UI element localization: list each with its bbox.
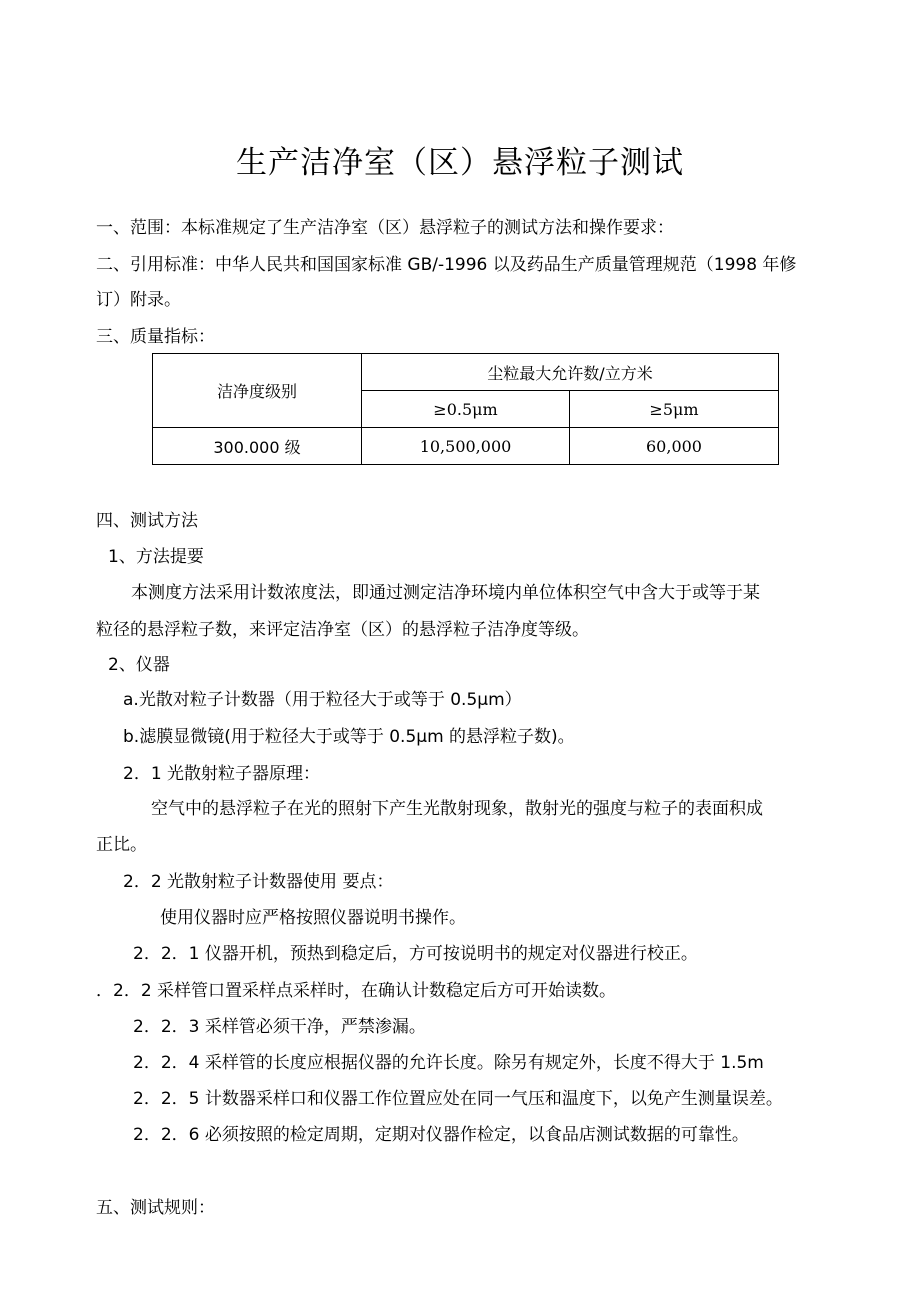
usage-item-5: 2．2．5 计数器采样口和仪器工作位置应处在同一气压和温度下，以免产生测量误差。 bbox=[133, 1089, 783, 1109]
summary-title: 1、方法提要 bbox=[108, 547, 204, 567]
table-subheader-5um: ≥5μm bbox=[570, 391, 779, 428]
table-header-group: 尘粒最大允许数/立方米 bbox=[362, 354, 779, 391]
usage-item-4: 2．2．4 采样管的长度应根据仪器的允许长度。除另有规定外，长度不得大于 1.5m bbox=[133, 1053, 764, 1073]
instrument-a: a.光散对粒子计数器（用于粒径大于或等于 0.5μm） bbox=[123, 690, 522, 710]
principle-title: 2．1 光散射粒子器原理： bbox=[123, 764, 321, 784]
summary-line1: 本测度方法采用计数浓度法，即通过测定洁净环境内单位体积空气中含大于或等于某 bbox=[131, 583, 760, 603]
table-cell-0.5um: 10,500,000 bbox=[362, 428, 570, 465]
section-reference-line1: 二、引用标准：中华人民共和国国家标准 GB/-1996 以及药品生产质量管理规范（1998 年修 bbox=[96, 255, 797, 275]
usage-intro: 使用仪器时应严格按照仪器说明书操作。 bbox=[160, 908, 466, 928]
section-rules: 五、测试规则： bbox=[96, 1198, 215, 1218]
section-reference-line2: 订）附录。 bbox=[96, 290, 181, 310]
usage-item-2: ．2．2 采样管口置采样点采样时，在确认计数稳定后方可开始读数。 bbox=[96, 981, 617, 1001]
usage-item-1: 2．2．1 仪器开机，预热到稳定后，方可按说明书的规定对仪器进行校正。 bbox=[133, 944, 698, 964]
table-cell-level: 300.000 级 bbox=[153, 428, 362, 465]
quality-table bbox=[152, 353, 779, 465]
section-scope: 一、范围：本标准规定了生产洁净室（区）悬浮粒子的测试方法和操作要求： bbox=[96, 218, 674, 238]
table-cell-5um: 60,000 bbox=[570, 428, 779, 465]
table-header-level: 洁净度级别 bbox=[153, 354, 362, 428]
section-quality: 三、质量指标： bbox=[96, 327, 215, 347]
usage-title: 2．2 光散射粒子计数器使用 要点： bbox=[123, 872, 394, 892]
usage-item-3: 2．2．3 采样管必须干净，严禁渗漏。 bbox=[133, 1017, 426, 1037]
usage-item-6: 2．2．6 必须按照的检定周期，定期对仪器作检定，以食品店测试数据的可靠性。 bbox=[133, 1125, 749, 1145]
summary-line2: 粒径的悬浮粒子数，来评定洁净室（区）的悬浮粒子洁净度等级。 bbox=[96, 620, 589, 640]
principle-line2: 正比。 bbox=[96, 835, 147, 855]
instrument-b: b.滤膜显微镜(用于粒径大于或等于 0.5μm 的悬浮粒子数)。 bbox=[123, 727, 575, 747]
document-title: 生产洁净室（区）悬浮粒子测试 bbox=[236, 145, 684, 181]
table-subheader-0.5um: ≥0.5μm bbox=[362, 391, 570, 428]
instrument-title: 2、仪器 bbox=[108, 655, 170, 675]
principle-line1: 空气中的悬浮粒子在光的照射下产生光散射现象，散射光的强度与粒子的表面积成 bbox=[151, 799, 763, 819]
section-method: 四、测试方法 bbox=[96, 511, 198, 531]
